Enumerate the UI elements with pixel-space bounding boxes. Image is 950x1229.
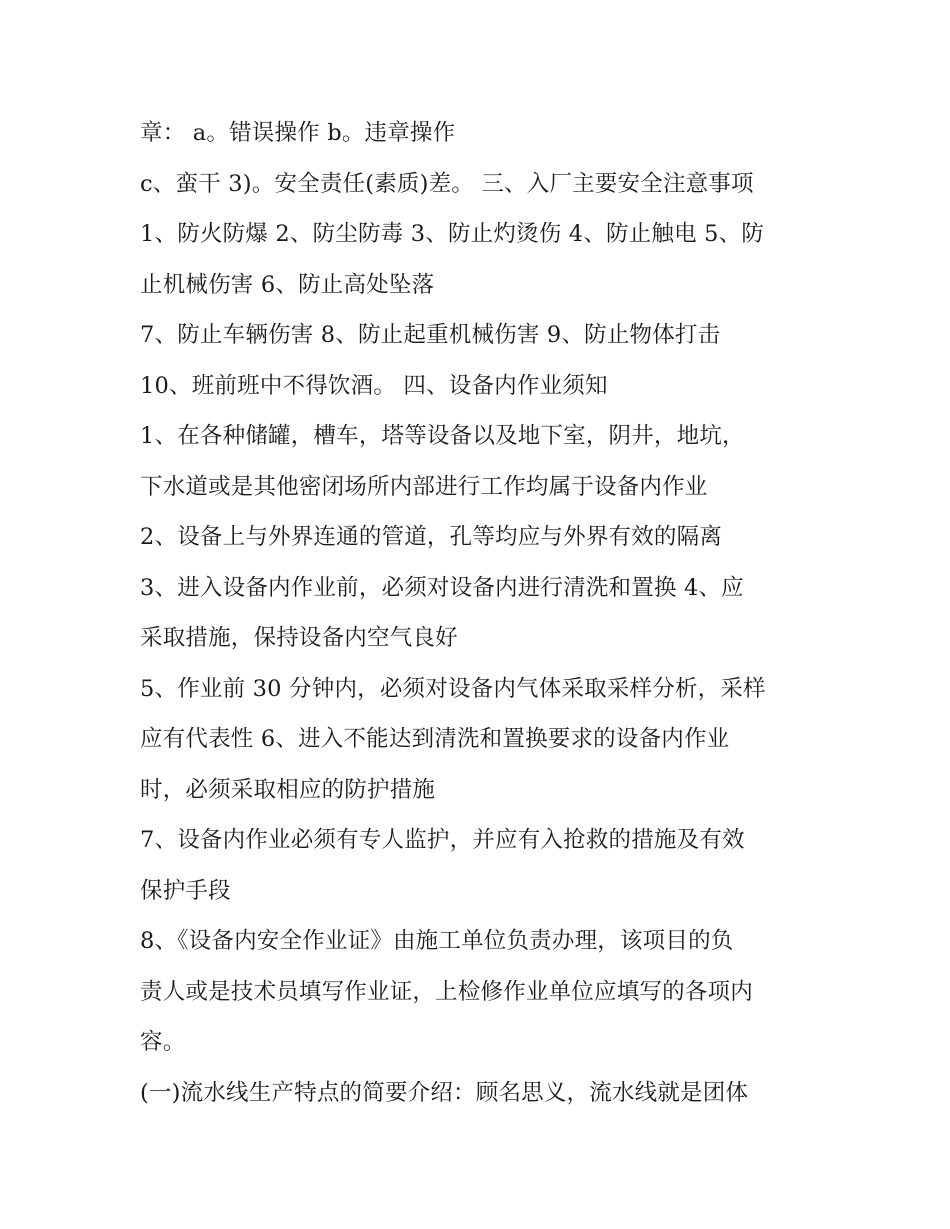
text-line: 责人或是技术员填写作业证，上检修作业单位应填写的各项内: [140, 978, 753, 1005]
text-line: 7、设备内作业必须有专人监护，并应有入抢救的措施及有效: [140, 827, 745, 853]
text-line: 应有代表性 6、进入不能达到清洗和置换要求的设备内作业: [140, 726, 730, 752]
text-line: 采取措施，保持设备内空气良好: [140, 625, 458, 651]
text-line: (一)流水线生产特点的简要介绍：顾名思义，流水线就是团体: [140, 1079, 749, 1106]
text-line: 8、《设备内安全作业证》由施工单位负责办理，该项目的负: [140, 928, 734, 954]
text-line: 10、班前班中不得饮酒。 四、设备内作业须知: [140, 372, 608, 399]
text-line: 下水道或是其他密闭场所内部进行工作均属于设备内作业: [140, 473, 708, 500]
text-line: 保护手段: [140, 877, 231, 904]
text-line: 1、防火防爆 2、防尘防毒 3、防止灼烫伤 4、防止触电 5、防: [140, 221, 765, 247]
text-line: c、蛮干 3)。安全责任(素质)差。 三、入厂主要安全注意事项: [140, 170, 754, 197]
text-line: 容。: [140, 1029, 186, 1055]
text-line: 2、设备上与外界连通的管道，孔等均应与外界有效的隔离: [140, 524, 723, 550]
text-line: 7、防止车辆伤害 8、防止起重机械伤害 9、防止物体打击: [140, 322, 721, 348]
text-line: 章： a。错误操作 b。违章操作: [140, 120, 456, 146]
text-line: 3、进入设备内作业前，必须对设备内进行清洗和置换 4、应: [140, 574, 744, 601]
text-line: 1、在各种储罐，槽车，塔等设备以及地下室，阴井，地坑，: [140, 423, 745, 449]
text-line: 5、作业前 30 分钟内，必须对设备内气体采取采样分析，采样: [140, 675, 766, 702]
text-line: 时，必须采取相应的防护措施: [140, 776, 436, 803]
body-text: [140, 108, 820, 1118]
text-line: 止机械伤害 6、防止高处坠落: [140, 271, 435, 298]
